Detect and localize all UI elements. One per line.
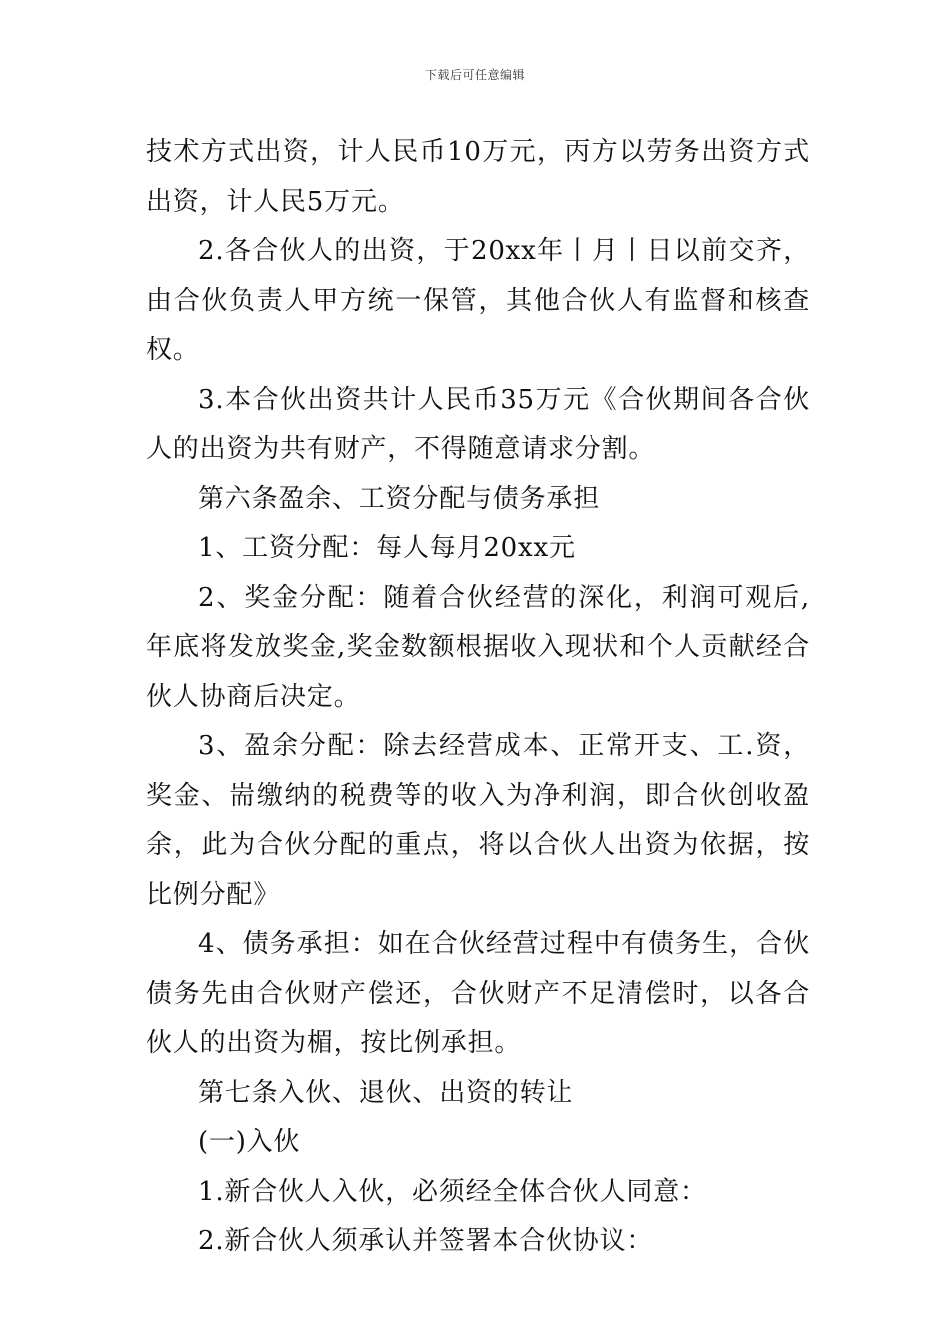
paragraph-profit-distribution: 3、盈余分配：除去经营成本、正常开支、工.资，奖金、耑缴纳的税费等的收入为净利润，即合伙创收盈余，此为合伙分配的重点，将以合伙人出资为依据，按比例分配》 — [146, 731, 810, 910]
page-header: 下载后可任意编辑 — [424, 68, 525, 82]
paragraph-total-capital: 3.本合伙出资共计人民币35万元《合伙期间各合伙人的出资为共有财产，不得随意请求分割。 — [146, 384, 810, 464]
paragraph-salary: 1、工资分配：每人每月20xx元 — [198, 533, 576, 563]
paragraph-capital-contribution: 技术方式出资，计人民币10万元，丙方以劳务出资方式出资，计人民5万元。 — [146, 137, 810, 217]
section-heading-article-6: 第六条盈余、工资分配与债务承担 — [198, 483, 601, 514]
document-body — [146, 128, 810, 1267]
paragraph-debt: 4、债务承担：如在合伙经营过程中有债务生，合伙债务先由合伙财产偿还，合伙财产不足清偿时，以各合伙人的出资为楣，按比例承担。 — [146, 929, 810, 1058]
paragraph-new-partner-consent: 1.新合伙人入伙，必须经全体合伙人同意： — [198, 1176, 707, 1207]
section-heading-article-7: 第七条入伙、退伙、出资的转让 — [198, 1077, 574, 1108]
paragraph-bonus: 2、奖金分配：随着合伙经营的深化，利润可观后,年底将发放奖金,奖金数额根据收入现状和个人贡献经合伙人协商后决定。 — [146, 582, 810, 712]
paragraph-new-partner-sign: 2.新合伙人须承认并签署本合伙协议： — [198, 1226, 654, 1256]
subsection-heading-joining: (一)入伙 — [198, 1127, 301, 1157]
paragraph-contribution-deadline: 2.各合伙人的出资，于20xx年丨月丨日以前交齐，由合伙负责人甲方统一保管，其他合伙人有监督和核查权。 — [146, 236, 810, 365]
